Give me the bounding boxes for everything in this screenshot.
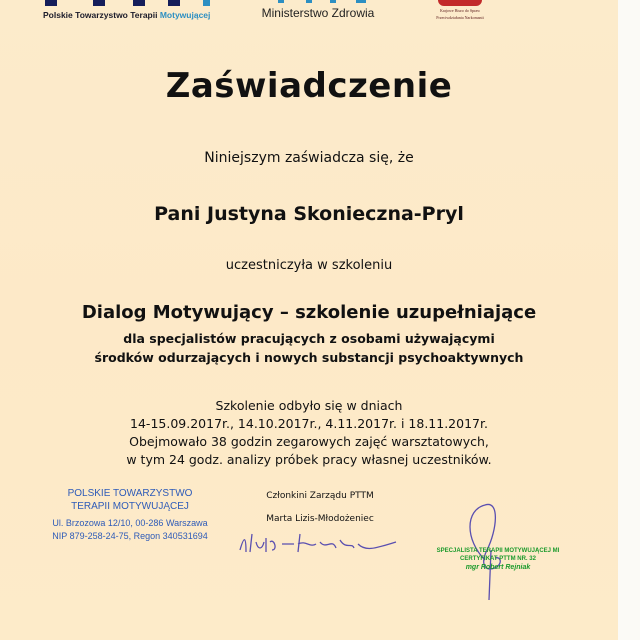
training-analysis-hours: w tym 24 godz. analizy próbek pracy własnej uczestników. xyxy=(126,452,492,467)
kbpn-logo-line2: Przeciwdziałania Narkomanii xyxy=(436,15,484,20)
course-subtitle-1: dla specjalistów pracujących z osobami używającymi xyxy=(123,331,495,346)
training-dates: 14-15.09.2017r., 14.10.2017r., 4.11.2017r. i 18.11.2017r. xyxy=(130,416,488,431)
kbpn-logo-icon xyxy=(438,0,482,6)
org-stamp-tax-ids: NIP 879-258-24-75, Regon 340531694 xyxy=(52,531,208,541)
course-subtitle-2: środków odurzających i nowych substancji psychoaktywnych xyxy=(94,350,524,365)
scan-edge xyxy=(618,0,640,640)
training-dates-heading: Szkolenie odbyło się w dniach xyxy=(215,398,403,413)
intro-text: Niniejszym zaświadcza się, że xyxy=(204,150,414,166)
pttm-logo-bars-icon xyxy=(43,0,213,6)
specialist-stamp xyxy=(428,547,568,572)
organization-stamp xyxy=(40,487,220,543)
training-hours: Obejmowało 38 godzin zegarowych zajęć warsztatowych, xyxy=(129,434,489,449)
recipient-name: Pani Justyna Skonieczna-Pryl xyxy=(154,203,464,225)
org-stamp-line2: TERAPII MOTYWUJĄCEJ xyxy=(71,501,189,512)
board-role: Członkini Zarządu PTTM xyxy=(266,491,374,501)
kbpn-logo xyxy=(430,0,490,24)
specialist-stamp-name: mgr Robert Rejniak xyxy=(465,564,531,571)
course-title: Dialog Motywujący – szkolenie uzupełniające xyxy=(81,302,537,323)
org-stamp-address: Ul. Brzozowa 12/10, 00-286 Warszawa xyxy=(52,518,208,528)
board-member-name: Marta Lizis-Młodożeniec xyxy=(266,514,374,524)
ministry-logo-text: Ministerstwo Zdrowia xyxy=(261,6,375,20)
certificate-title: Zaświadczenie xyxy=(165,66,453,106)
pttm-logo xyxy=(43,0,213,24)
ministry-logo-marks-icon xyxy=(258,0,378,5)
participated-text: uczestniczyła w szkoleniu xyxy=(225,258,393,273)
specialist-stamp-certificate: CERTYFIKAT PTTM NR. 32 xyxy=(460,556,536,562)
org-stamp-line1: POLSKIE TOWARZYSTWO xyxy=(67,488,193,499)
pttm-logo-text: Polskie Towarzystwo Terapii Motywującej xyxy=(43,10,211,20)
specialist-stamp-title: SPECJALISTA TERAPII MOTYWUJĄCEJ MI xyxy=(436,548,560,554)
kbpn-logo-line1: Krajowe Biuro do Spraw xyxy=(439,8,481,13)
board-signature-block xyxy=(220,490,420,525)
board-signature-icon xyxy=(236,528,406,558)
ministry-of-health-logo xyxy=(258,0,378,24)
